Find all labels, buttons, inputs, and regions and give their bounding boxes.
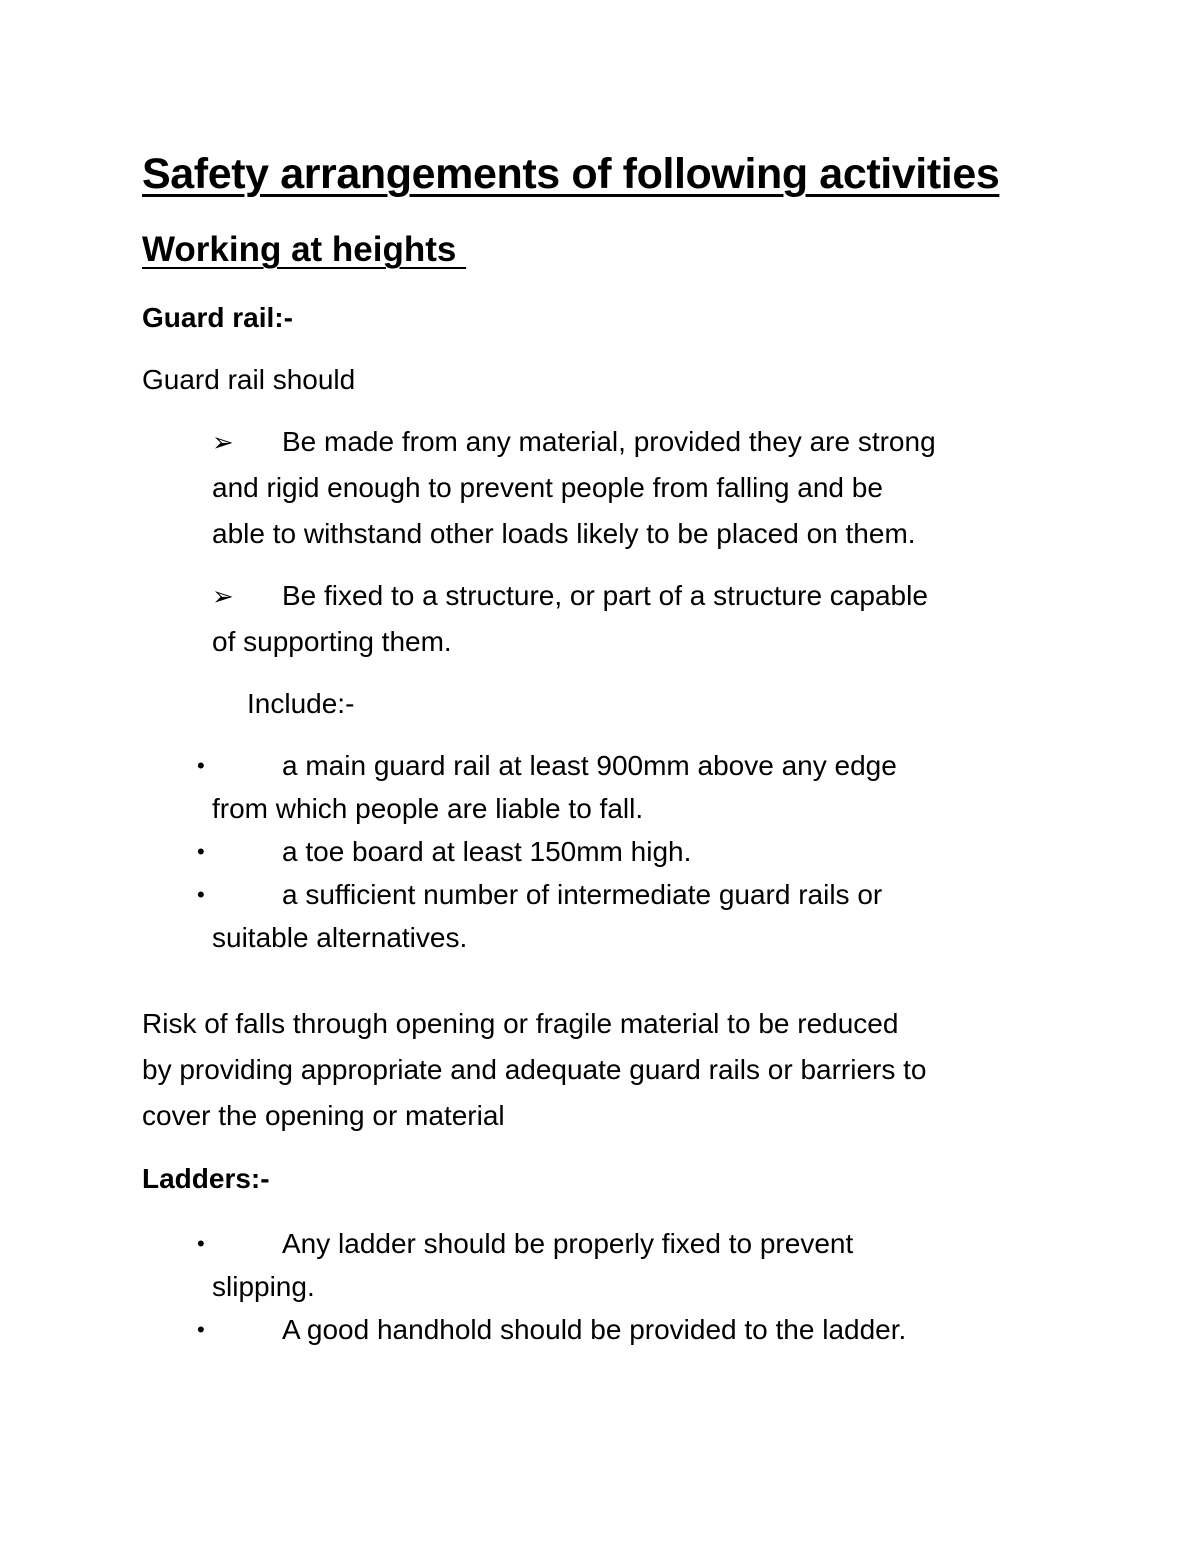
list-item-text: suitable alternatives. (212, 922, 468, 953)
risk-paragraph (142, 1001, 1082, 1139)
list-item (197, 1308, 1057, 1351)
list-item-text: a sufficient number of intermediate guard rails or (282, 879, 883, 910)
list-item (197, 744, 1057, 830)
list-item-text: a main guard rail at least 900mm above any edge (282, 750, 897, 781)
arrow-item-text: Be made from any material, provided they are strong (282, 426, 936, 457)
section-title: Working at heights (142, 230, 467, 269)
paragraph-line: cover the opening or material (142, 1100, 505, 1131)
arrow-bullet-icon: ➢ (212, 427, 234, 457)
bullet-icon: • (197, 1231, 205, 1256)
arrow-bullet-icon: ➢ (212, 581, 234, 611)
list-item (197, 830, 1057, 873)
guard-rail-intro: Guard rail should (142, 364, 356, 395)
bullet-icon: • (197, 1317, 205, 1342)
include-label: Include:- (247, 688, 355, 719)
arrow-item-text: of supporting them. (212, 626, 452, 657)
arrow-item-text: and rigid enough to prevent people from falling and be (212, 472, 883, 503)
arrow-item-text: Be fixed to a structure, or part of a structure capable (282, 580, 928, 611)
list-item (197, 1222, 1057, 1308)
document-title: Safety arrangements of following activities (142, 150, 1000, 198)
arrow-list-item (212, 419, 1072, 557)
bullet-icon: • (197, 753, 205, 778)
paragraph-line: Risk of falls through opening or fragile material to be reduced (142, 1008, 899, 1039)
list-item-text: Any ladder should be properly fixed to prevent (282, 1228, 854, 1259)
bullet-icon: • (197, 882, 205, 907)
list-item-text: a toe board at least 150mm high. (282, 836, 692, 867)
list-item (197, 873, 1057, 959)
ladders-heading: Ladders:- (142, 1163, 270, 1194)
list-item-text: from which people are liable to fall. (212, 793, 644, 824)
bullet-icon: • (197, 839, 205, 864)
arrow-item-text: able to withstand other loads likely to be placed on them. (212, 518, 916, 549)
arrow-list-item (212, 573, 1072, 665)
list-item-text: slipping. (212, 1271, 315, 1302)
guard-rail-heading: Guard rail:- (142, 302, 293, 333)
paragraph-line: by providing appropriate and adequate guard rails or barriers to (142, 1054, 927, 1085)
list-item-text: A good handhold should be provided to the ladder. (282, 1314, 907, 1345)
